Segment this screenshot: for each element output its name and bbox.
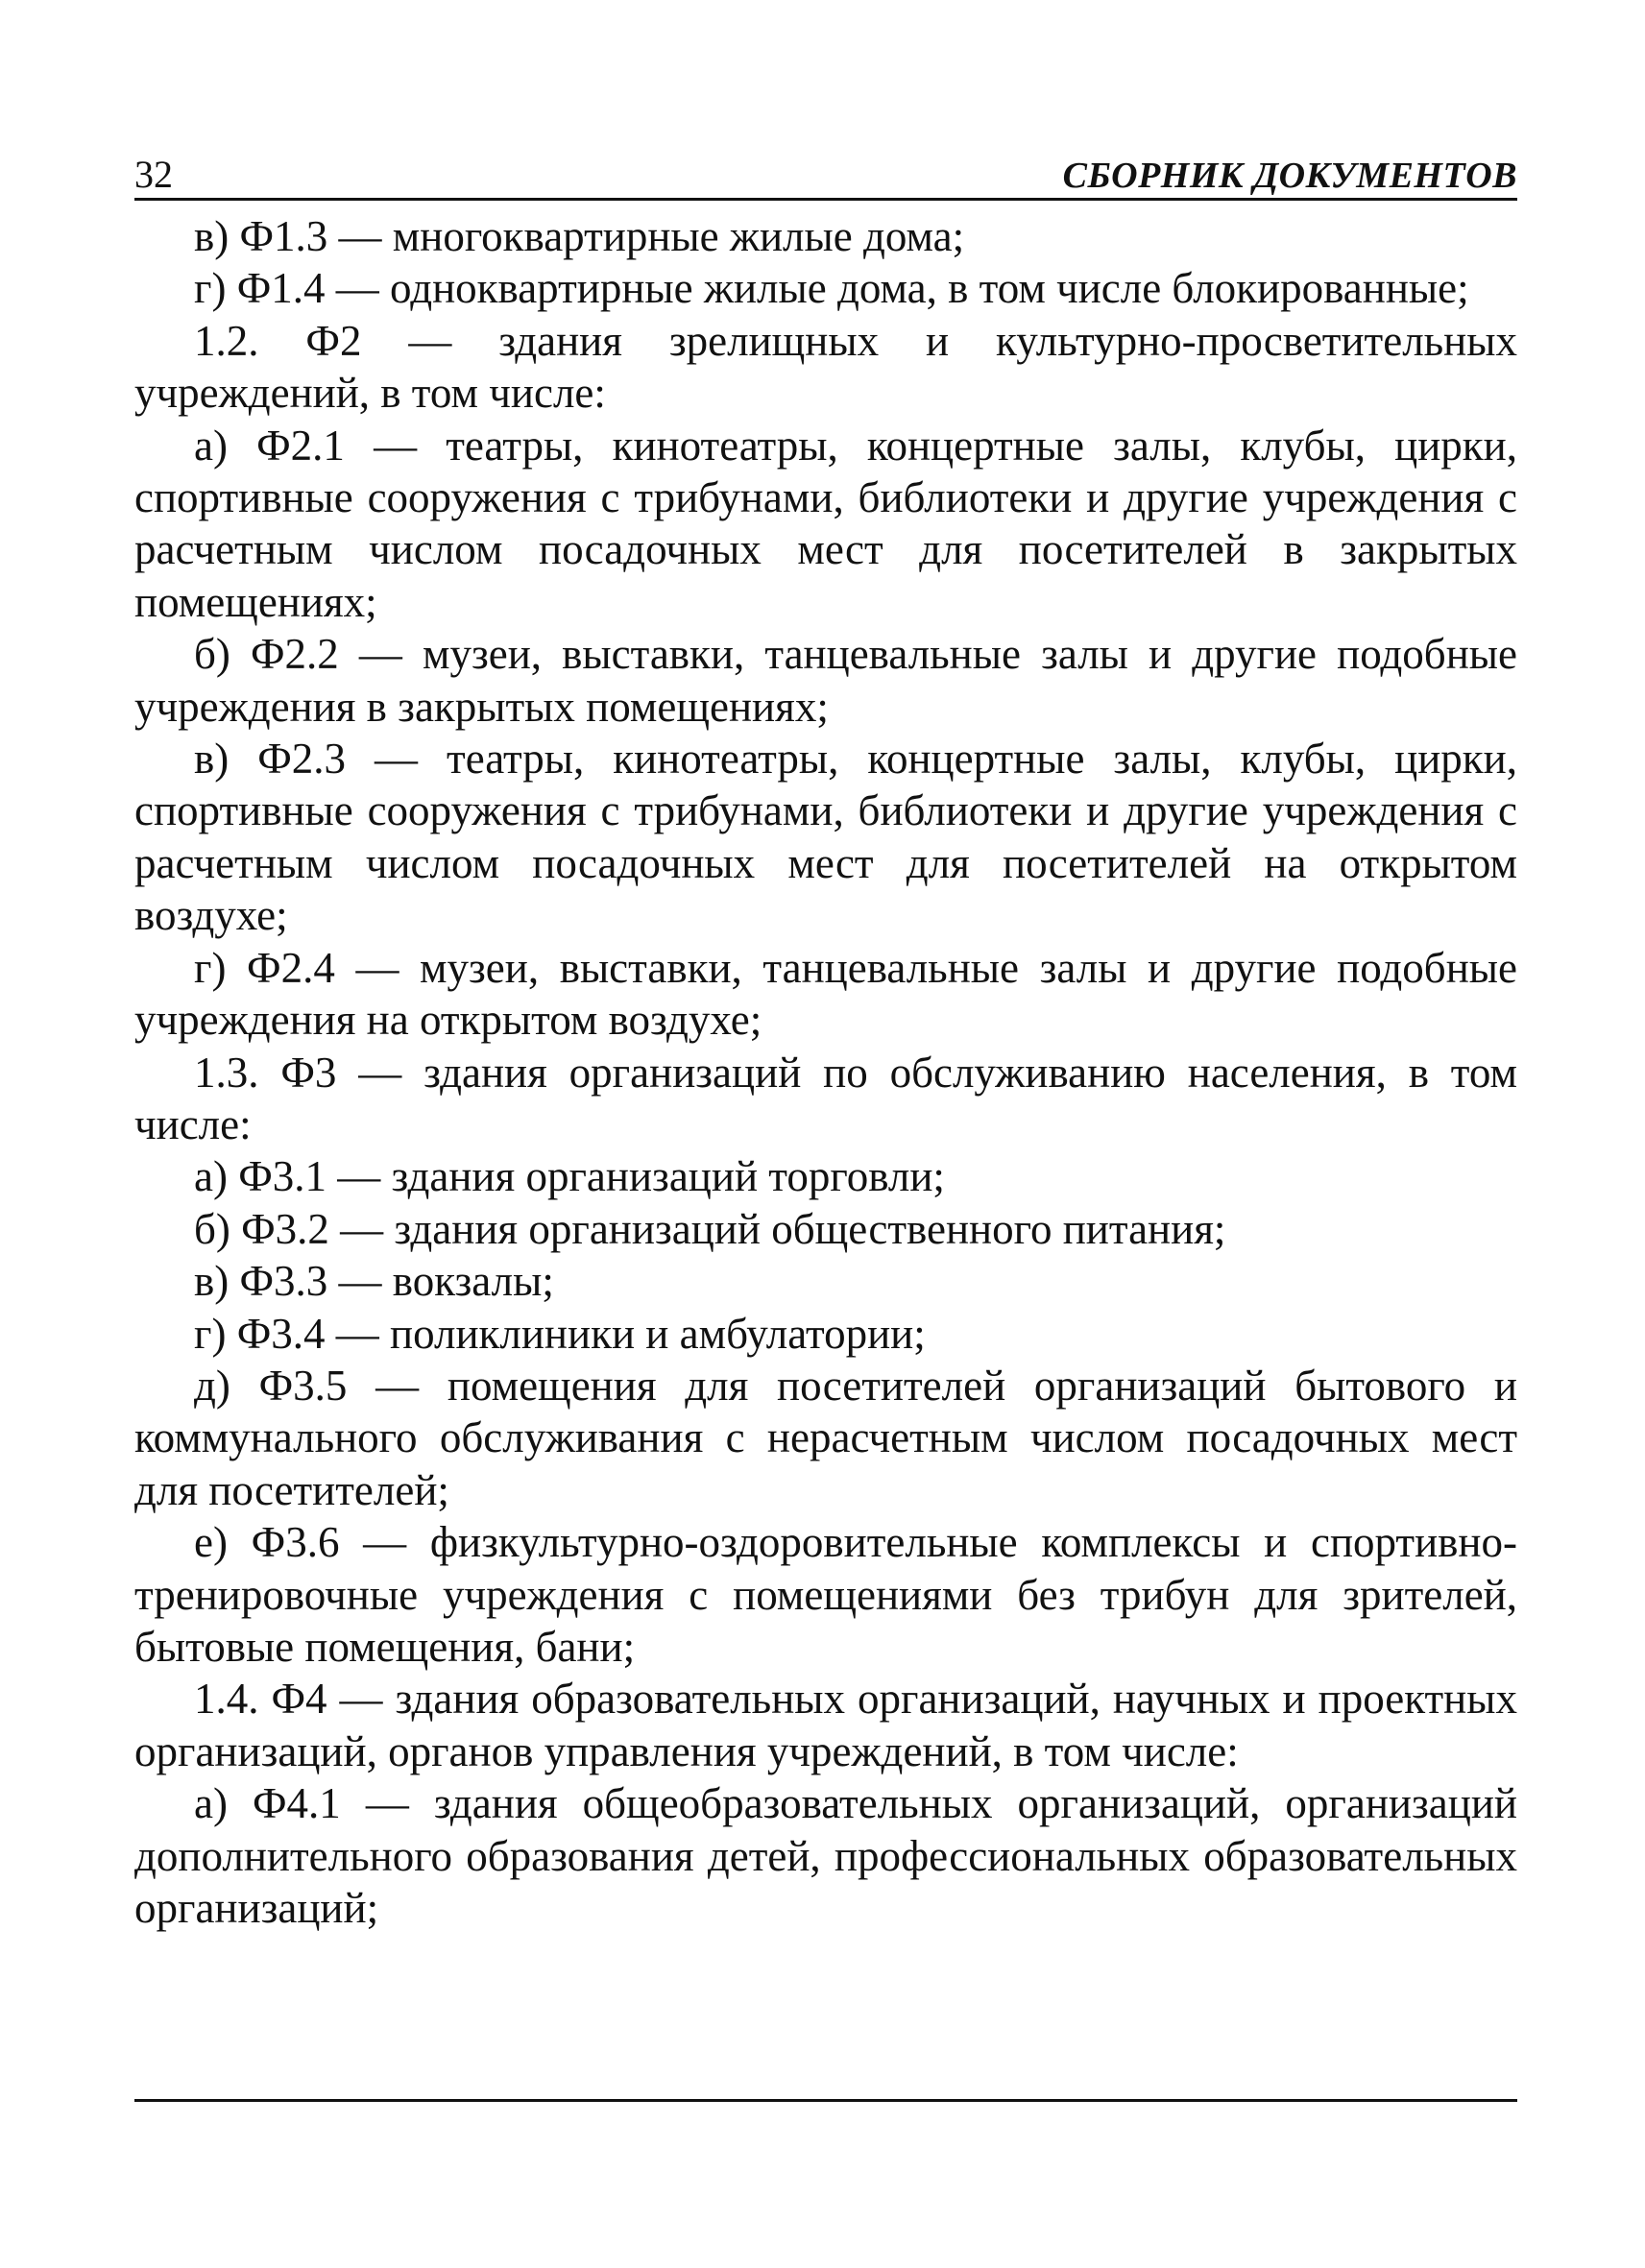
page-number: 32: [134, 153, 173, 196]
paragraph: в) Ф1.3 — многоквартирные жилые дома;: [194, 212, 965, 260]
paragraph: в) Ф3.3 — вокзалы;: [194, 1257, 554, 1306]
bottom-rule: [134, 2099, 1517, 2102]
collection-title: СБОРНИК ДОКУМЕНТОВ: [1062, 156, 1517, 196]
paragraph: 1.4. Ф4 — здания образовательных организаций, научных и проектных организаций, органов управления учреждений, в том числе:: [134, 1675, 1517, 1775]
paragraph: г) Ф2.4 — музеи, выставки, танцевальные залы и другие подобные учреждения на открытом воздухе;: [134, 943, 1517, 1045]
running-header: [134, 144, 1517, 201]
paragraph: д) Ф3.5 — помещения для посетителей организаций бытового и коммунального обслуживания с нерасчетным числом посадочных мест для посетителей;: [134, 1361, 1517, 1514]
paragraph: 1.2. Ф2 — здания зрелищных и культурно-просветительных учреждений, в том числе:: [134, 316, 1517, 418]
paragraph: г) Ф1.4 — одноквартирные жилые дома, в том числе блокированные;: [194, 264, 1469, 313]
paragraph: е) Ф3.6 — физкультурно-оздоровительные комплексы и спортивно-тренировочные учреждения с помещениями без трибун для зрителей, бытовые помещения, бани;: [134, 1518, 1517, 1671]
paragraph: г) Ф3.4 — поликлиники и амбулатории;: [194, 1309, 926, 1358]
paragraph: а) Ф2.1 — театры, кинотеатры, концертные залы, клубы, цирки, спортивные сооружения с трибунами, библиотеки и другие учреждения с расчетным числом посадочных мест для посетителей в закрытых помещениях;: [134, 421, 1517, 626]
paragraph: а) Ф4.1 — здания общеобразовательных организаций, организаций дополнительного образования детей, профессиональных образовательных организаций;: [134, 1779, 1517, 1932]
document-page: [134, 144, 1517, 1934]
body-text: [134, 210, 1517, 1934]
paragraph: 1.3. Ф3 — здания организаций по обслуживанию населения, в том числе:: [134, 1048, 1517, 1148]
paragraph: б) Ф3.2 — здания организаций общественного питания;: [194, 1204, 1226, 1253]
paragraph: а) Ф3.1 — здания организаций торговли;: [194, 1152, 945, 1201]
paragraph: в) Ф2.3 — театры, кинотеатры, концертные залы, клубы, цирки, спортивные сооружения с трибунами, библиотеки и другие учреждения с расчетным числом посадочных мест для посетителей на открытом воздухе;: [134, 735, 1517, 940]
paragraph: б) Ф2.2 — музеи, выставки, танцевальные залы и другие подобные учреждения в закрытых помещениях;: [134, 630, 1517, 731]
